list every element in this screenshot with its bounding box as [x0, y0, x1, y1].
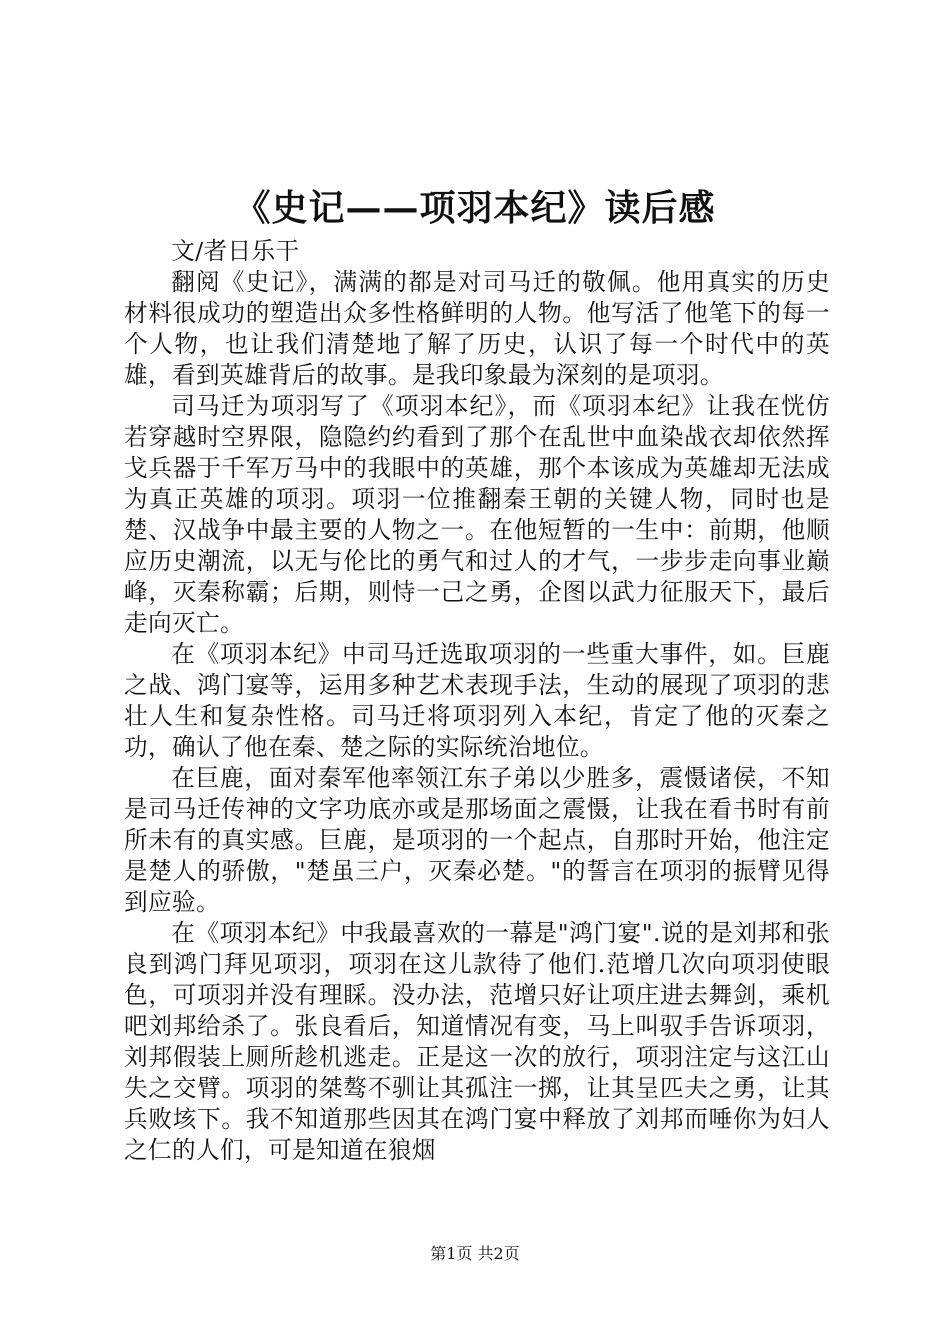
- document-body: [124, 236, 830, 1166]
- document-title: 《史记——项羽本纪》读后感: [234, 187, 716, 229]
- paragraph: 在《项羽本纪》中司马迁选取项羽的一些重大事件，如。巨鹿之战、鸿门宴等，运用多种艺术表现手法，生动的展现了项羽的悲壮人生和复杂性格。司马迁将项羽列入本纪，肯定了他的灭秦之功，确认了他在秦、楚之际的实际统治地位。: [124, 640, 830, 761]
- author-line: 文/者日乐干: [171, 237, 300, 265]
- paragraph: 在《项羽本纪》中我最喜欢的一幕是"鸿门宴".说的是刘邦和张良到鸿门拜见项羽，项羽在这儿款待了他们.范增几次向项羽使眼色，可项羽并没有理睬。没办法，范增只好让项庄进去舞剑，乘机吧刘邦给杀了。张良看后，知道情况有变，马上叫驭手告诉项羽，刘邦假装上厕所趁机逃走。正是这一次的放行，项羽注定与这江山失之交臂。项羽的桀骜不驯让其孤注一掷，让其呈匹夫之勇，让其兵败垓下。我不知道那些因其在鸿门宴中释放了刘邦而唾你为妇人之仁的人们，可是知道在狼烟: [124, 919, 830, 1164]
- page-footer: 第1页 共2页: [430, 1244, 520, 1263]
- paragraph: 翻阅《史记》，满满的都是对司马迁的敬佩。他用真实的历史材料很成功的塑造出众多性格鲜明的人物。他写活了他笔下的每一个人物，也让我们清楚地了解了历史，认识了每一个时代中的英雄，看到英雄背后的故事。是我印象最为深刻的是项羽。: [124, 268, 830, 389]
- paragraph: 在巨鹿，面对秦军他率领江东子弟以少胜多，震慑诸侯，不知是司马迁传神的文字功底亦或是那场面之震慑，让我在看书时有前所未有的真实感。巨鹿，是项羽的一个起点，自那时开始，他注定是楚人的骄傲，"楚虽三户，灭秦必楚。"的誓言在项羽的振臂见得到应验。: [124, 764, 830, 916]
- paragraph: 司马迁为项羽写了《项羽本纪》，而《项羽本纪》让我在恍仿若穿越时空界限，隐隐约约看到了那个在乱世中血染战衣却依然挥戈兵器于千军万马中的我眼中的英雄，那个本该成为英雄却无法成为真正英雄的项羽。项羽一位推翻秦王朝的关键人物，同时也是楚、汉战争中最主要的人物之一。在他短暂的一生中：前期，他顺应历史潮流，以无与伦比的勇气和过人的才气，一步步走向事业巅峰，灭秦称霸；后期，则恃一己之勇，企图以武力征服天下，最后走向灭亡。: [124, 392, 830, 637]
